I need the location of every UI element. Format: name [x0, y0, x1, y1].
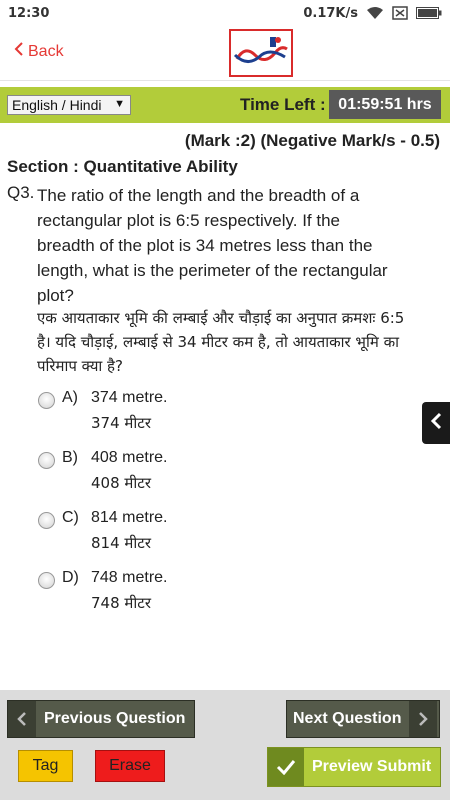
next-question-button[interactable] [286, 700, 440, 738]
option-letter: C) [62, 509, 79, 526]
option-d[interactable] [38, 569, 298, 619]
next-label: Next Question [293, 710, 402, 727]
option-letter: A) [62, 389, 78, 406]
status-bar [0, 0, 450, 26]
radio-button[interactable] [38, 512, 55, 529]
option-text-hindi: 814 मीटर [91, 534, 151, 552]
radio-button[interactable] [38, 392, 55, 409]
option-a[interactable] [38, 389, 298, 439]
app-header [0, 26, 450, 81]
chevron-left-icon [430, 412, 442, 434]
language-value: English / Hindi [12, 97, 102, 113]
submit-label: Preview Submit [312, 758, 432, 775]
tag-button[interactable]: Tag [18, 750, 73, 782]
time-left-label: Time Left : [240, 95, 326, 114]
option-letter: B) [62, 449, 78, 466]
back-button[interactable] [14, 42, 64, 61]
clock: 12:30 [8, 5, 50, 21]
net-speed: 0.17K/s [303, 5, 358, 21]
section-title: Section : Quantitative Ability [7, 157, 238, 176]
marks-info: (Mark :2) (Negative Mark/s - 0.5) [184, 131, 440, 150]
dropdown-arrow-icon: ▼ [114, 98, 125, 110]
question-text-english: The ratio of the length and the breadth of a rectangular plot is 6:5 respectively. If the breadth of the plot is 34 metres less than the length, what is the perimeter of the rectangular plot? [37, 186, 388, 305]
chevron-left-icon [8, 701, 36, 737]
language-select[interactable] [7, 95, 131, 115]
option-letter: D) [62, 569, 79, 586]
erase-button[interactable]: Erase [95, 750, 165, 782]
option-b[interactable] [38, 449, 298, 499]
checkmark-icon [268, 748, 304, 786]
question-text-hindi: एक आयताकार भूमि की लम्बाई और चौड़ाई का अनुपात क्रमशः 6:5 है। यदि चौड़ाई, लम्बाई से 34 मीटर कम है, तो आयताकार भूमि का परिमाप क्या है? [37, 309, 405, 375]
option-text-english: 408 metre. [91, 449, 168, 466]
status-icons [303, 6, 442, 21]
previous-label: Previous Question [44, 710, 186, 727]
option-text-english: 748 metre. [91, 569, 168, 586]
option-text-english: 814 metre. [91, 509, 168, 526]
option-text-hindi: 408 मीटर [91, 474, 151, 492]
question-number: Q3. [7, 183, 35, 202]
chevron-left-icon [14, 42, 24, 61]
exam-bar [0, 87, 450, 123]
option-text-english: 374 metre. [91, 389, 168, 406]
radio-button[interactable] [38, 452, 55, 469]
chevron-right-icon [409, 701, 437, 737]
wifi-icon [366, 6, 384, 20]
question-panel-toggle[interactable] [422, 402, 450, 444]
option-text-hindi: 374 मीटर [91, 414, 151, 432]
no-sim-icon [392, 6, 408, 20]
option-c[interactable] [38, 509, 298, 559]
back-label: Back [28, 42, 64, 60]
battery-icon [416, 7, 442, 19]
preview-submit-button[interactable] [267, 747, 441, 787]
time-left-value: 01:59:51 hrs [329, 90, 441, 119]
bottom-controls [0, 690, 450, 800]
app-logo [229, 29, 293, 77]
radio-button[interactable] [38, 572, 55, 589]
previous-question-button[interactable] [7, 700, 195, 738]
option-text-hindi: 748 मीटर [91, 594, 151, 612]
